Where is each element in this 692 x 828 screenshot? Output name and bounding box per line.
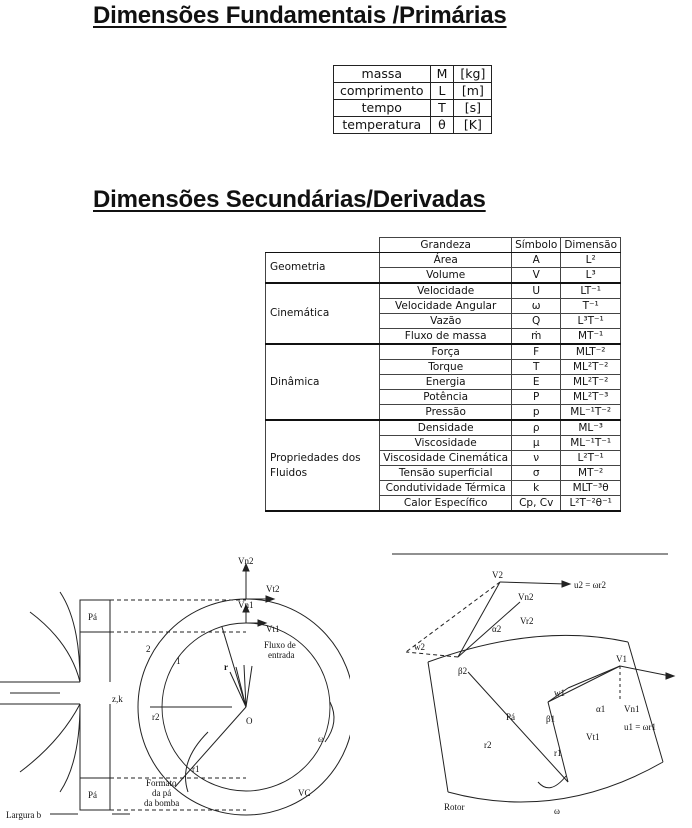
label-vn1: Vn1 (624, 704, 640, 714)
symbol-cell: ṁ (512, 329, 561, 345)
symbol-cell: p (512, 405, 561, 421)
quantity-cell: Viscosidade (380, 436, 512, 451)
velocity-triangles-figure (388, 552, 688, 828)
symbol-cell: Q (512, 314, 561, 329)
unit-cell: [m] (454, 83, 492, 100)
label-alpha1: α1 (596, 704, 606, 714)
quantity-cell: Pressão (380, 405, 512, 421)
label-r1: r1 (192, 764, 200, 774)
label-vc: VC (298, 788, 311, 798)
label-vt1: Vt1 (266, 624, 280, 634)
symbol-cell: μ (512, 436, 561, 451)
symbol-cell: ω (512, 299, 561, 314)
table-row (334, 83, 492, 100)
blank-header-cell (266, 238, 380, 253)
quantity-cell: massa (334, 66, 431, 83)
label-n1: 1 (176, 656, 181, 666)
label-vt1: Vt1 (586, 732, 600, 742)
unit-cell: [s] (454, 100, 492, 117)
quantity-cell: Área (380, 253, 512, 268)
label-r2: r2 (484, 740, 492, 750)
quantity-cell: Tensão superficial (380, 466, 512, 481)
dimension-cell: ML²T⁻³ (561, 390, 621, 405)
dimension-cell: L² (561, 253, 621, 268)
label-w1: w1 (554, 688, 565, 698)
group-label: Dinâmica (266, 344, 380, 420)
symbol-cell: P (512, 390, 561, 405)
symbol-cell: σ (512, 466, 561, 481)
label-pa-top: Pá (88, 612, 97, 622)
table-row (266, 420, 621, 436)
quantity-cell: Calor Específico (380, 496, 512, 512)
header-quantity: Grandeza (380, 238, 512, 253)
label-omega: ω (318, 734, 324, 744)
label-shape-3: da bomba (144, 798, 180, 808)
quantity-cell: Volume (380, 268, 512, 284)
label-vr2: Vr2 (520, 616, 534, 626)
symbol-cell: F (512, 344, 561, 360)
quantity-cell: temperatura (334, 117, 431, 134)
label-r: r (224, 662, 228, 672)
label-vn1: Vn1 (238, 600, 254, 610)
label-v1: V1 (616, 654, 627, 664)
symbol-cell: A (512, 253, 561, 268)
dimension-cell: ML⁻¹T⁻² (561, 405, 621, 421)
quantity-cell: Fluxo de massa (380, 329, 512, 345)
quantity-cell: comprimento (334, 83, 431, 100)
label-u1: u1 = ωr1 (624, 722, 656, 732)
dimension-cell: ML⁻³ (561, 420, 621, 436)
label-inflow-1: Fluxo de (264, 640, 296, 650)
dimension-cell: MT⁻¹ (561, 329, 621, 345)
quantity-cell: Condutividade Térmica (380, 481, 512, 496)
symbol-cell: θ (430, 117, 454, 134)
label-shape-2: da pá (152, 788, 172, 798)
unit-cell: [kg] (454, 66, 492, 83)
dimension-cell: MT⁻² (561, 466, 621, 481)
quantity-cell: Densidade (380, 420, 512, 436)
pump-control-volume-figure (0, 552, 350, 828)
symbol-cell: ρ (512, 420, 561, 436)
label-rotor: Rotor (444, 802, 465, 812)
label-beta1: β1 (546, 714, 556, 724)
label-w2: w2 (414, 642, 425, 652)
symbol-cell: M (430, 66, 454, 83)
label-r1: r1 (554, 748, 562, 758)
label-vt2: Vt2 (266, 584, 280, 594)
dimension-cell: ML²T⁻² (561, 375, 621, 390)
label-n2: 2 (146, 644, 151, 654)
symbol-cell: T (430, 100, 454, 117)
quantity-cell: Velocidade Angular (380, 299, 512, 314)
unit-cell: [K] (454, 117, 492, 134)
symbol-cell: V (512, 268, 561, 284)
dimension-cell: LT⁻¹ (561, 283, 621, 299)
secondary-dimensions-table (265, 237, 621, 512)
quantity-cell: Velocidade (380, 283, 512, 299)
table-row (334, 100, 492, 117)
primary-dimensions-table (333, 65, 492, 134)
dimension-cell: T⁻¹ (561, 299, 621, 314)
dimension-cell: L²T⁻¹ (561, 451, 621, 466)
secondary-dimensions-heading: Dimensões Secundárias/Derivadas (93, 186, 486, 213)
quantity-cell: Viscosidade Cinemática (380, 451, 512, 466)
blade-curve (428, 635, 628, 662)
symbol-cell: ν (512, 451, 561, 466)
quantity-cell: Vazão (380, 314, 512, 329)
symbol-cell: U (512, 283, 561, 299)
symbol-cell: k (512, 481, 561, 496)
dimension-cell: MLT⁻³θ (561, 481, 621, 496)
primary-dimensions-heading: Dimensões Fundamentais /Primárias (93, 2, 507, 29)
dimension-cell: L³T⁻¹ (561, 314, 621, 329)
header-symbol: Símbolo (512, 238, 561, 253)
label-beta2: β2 (458, 666, 468, 676)
table-header-row (266, 238, 621, 253)
group-label: Cinemática (266, 283, 380, 344)
quantity-cell: Força (380, 344, 512, 360)
label-zk: z,k (112, 694, 123, 704)
label-pa: Pá (506, 712, 515, 722)
header-dimension: Dimensão (561, 238, 621, 253)
dimension-cell: MLT⁻² (561, 344, 621, 360)
quantity-cell: Potência (380, 390, 512, 405)
dimension-cell: L²T⁻²θ⁻¹ (561, 496, 621, 512)
label-v2: V2 (492, 570, 503, 580)
label-shape-1: Formato (146, 778, 177, 788)
label-alpha2: α2 (492, 624, 502, 634)
label-origin: O (246, 716, 253, 726)
group-label: Geometria (266, 253, 380, 284)
label-u2: u2 = ωr2 (574, 580, 606, 590)
label-pa-bottom: Pá (88, 790, 97, 800)
label-width: Largura b (6, 810, 42, 820)
symbol-cell: Cp, Cv (512, 496, 561, 512)
label-inflow-2: entrada (268, 650, 295, 660)
table-row (334, 117, 492, 134)
group-label: Propriedades dos Fluidos (266, 420, 380, 511)
label-r2: r2 (152, 712, 160, 722)
symbol-cell: T (512, 360, 561, 375)
dimension-cell: ML⁻¹T⁻¹ (561, 436, 621, 451)
table-row (266, 253, 621, 268)
label-omega: ω (554, 806, 560, 816)
label-vn2: Vn2 (518, 592, 534, 602)
dimension-cell: ML²T⁻² (561, 360, 621, 375)
label-vn2: Vn2 (238, 556, 254, 566)
symbol-cell: L (430, 83, 454, 100)
table-row (334, 66, 492, 83)
symbol-cell: E (512, 375, 561, 390)
quantity-cell: Energia (380, 375, 512, 390)
table-row (266, 344, 621, 360)
quantity-cell: Torque (380, 360, 512, 375)
table-row (266, 283, 621, 299)
quantity-cell: tempo (334, 100, 431, 117)
dimension-cell: L³ (561, 268, 621, 284)
